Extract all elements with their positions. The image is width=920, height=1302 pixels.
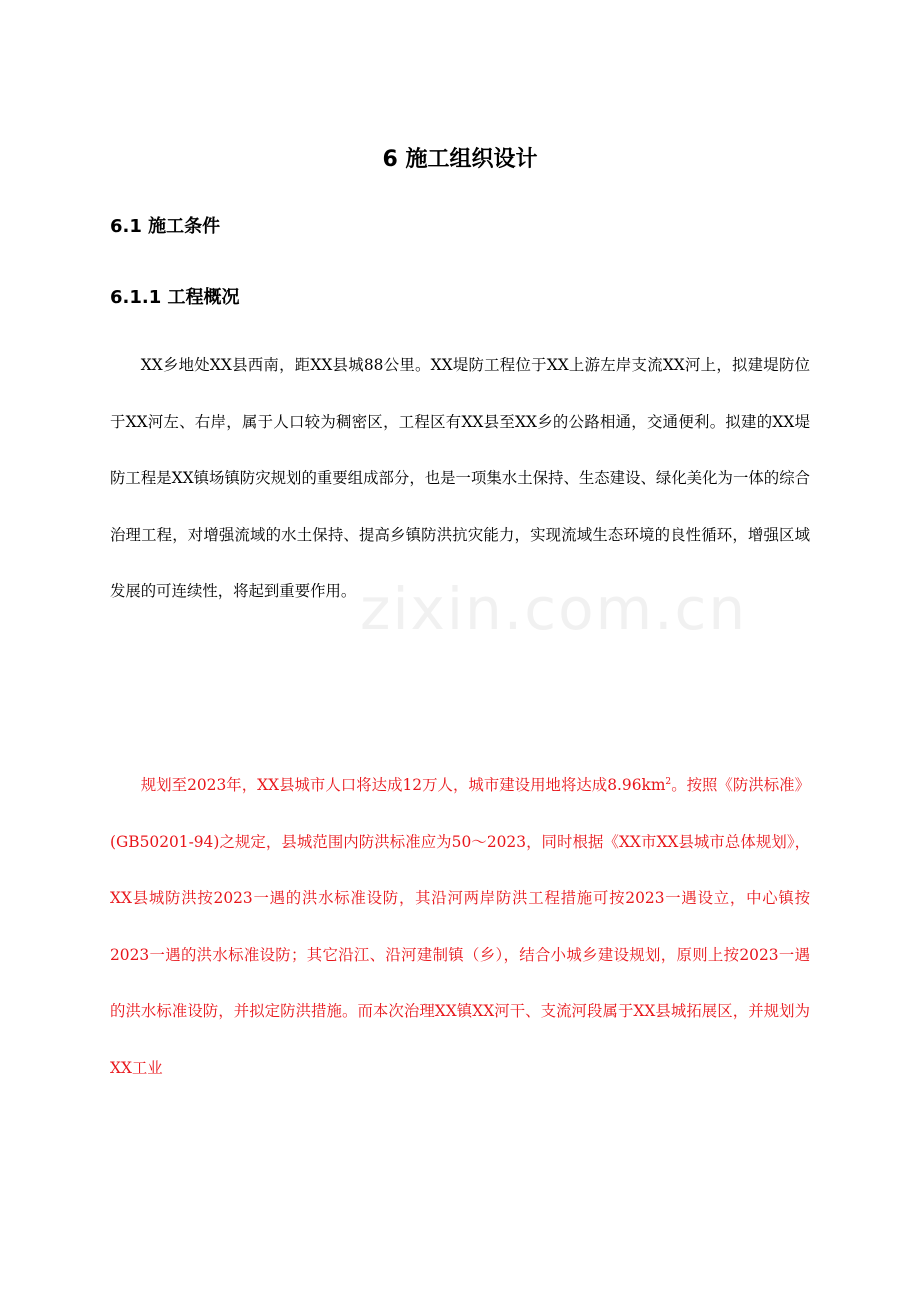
paragraph-text-part-2: 。按照《防洪标准》(GB50201-94)之规定，县城范围内防洪标准应为50～2023，同时根据《XX市XX县城市总体规划》，XX县城防洪按2023一遇的洪水标准设防，其沿河两岸防洪工程措施可按2023一遇设立，中心镇按2023一遇的洪水标准设防；其它沿江、沿河建制镇（乡），结合小城乡建设规划，原则上按2023一遇的洪水标准设防，并拟定防洪措施。而本次治理XX镇XX河干、支流河段属于XX县城拓展区，并规划为XX工业 [110, 776, 810, 1077]
page-title: 6 施工组织设计 [382, 147, 538, 172]
paragraph-text-part-1: 规划至2023年，XX县城市人口将达成12万人，城市建设用地将达成8.96km [140, 776, 666, 794]
watermark: zixin.com.cn [360, 575, 748, 643]
paragraph-project-overview: XX乡地处XX县西南，距XX县城88公里。XX堤防工程位于XX上游左岸支流XX河上，拟建堤防位于XX河左、右岸，属于人口较为稠密区，工程区有XX县至XX乡的公路相通，交通便利。拟建的XX堤防工程是XX镇场镇防灾规划的重要组成部分，也是一项集水土保持、生态建设、绿化美化为一体的综合治理工程，对增强流域的水土保持、提高乡镇防洪抗灾能力，实现流域生态环境的良性循环，增强区域发展的可连续性，将起到重要作用。 [110, 356, 810, 600]
superscript: 2 [665, 776, 672, 787]
subsection-heading: 6.1.1 工程概况 [110, 287, 240, 308]
section-heading: 6.1 施工条件 [110, 216, 221, 237]
paragraph-flood-standard [110, 757, 810, 1096]
